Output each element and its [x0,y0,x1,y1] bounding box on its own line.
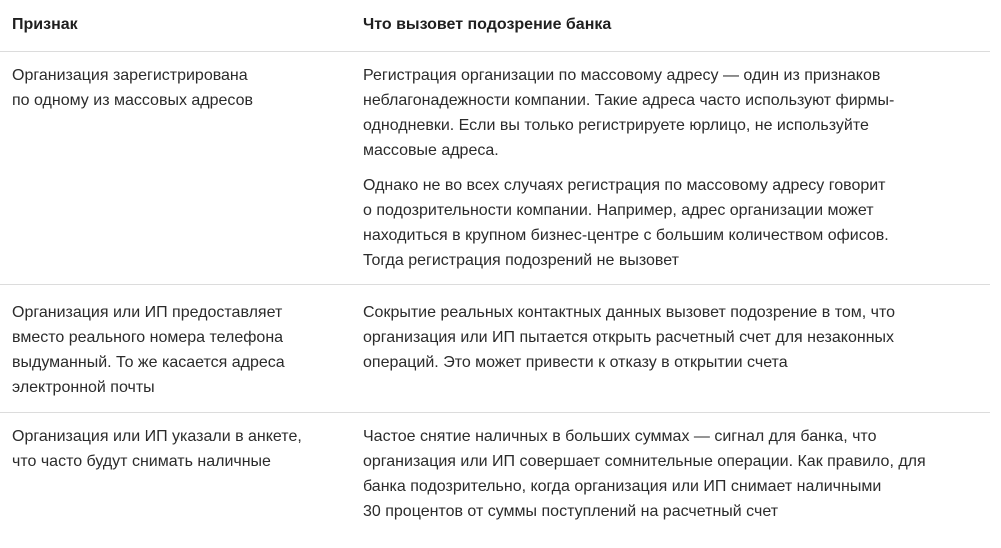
suspicion-text-line: Сокрытие реальных контактных данных вызовет подозрение в том, что [363,304,896,321]
suspicion-text-line: операций. Это может привести к отказу в открытии счета [363,354,788,371]
sign-text-line: по одному из массовых адресов [12,92,253,109]
suspicion-text-line: Частое снятие наличных в больших суммах — сигнал для банка, что [363,428,877,445]
suspicion-text-line: банка подозрительно, когда организация или ИП снимает наличными [363,478,882,495]
suspicion-text-line: Регистрация организации по массовому адресу — один из признаков [363,67,881,84]
suspicion-text-line: организация или ИП совершает сомнительные операции. Как правило, для [363,453,926,470]
header-sign: Признак [12,16,78,33]
row-sign-cell [0,424,352,548]
sign-text-line: вместо реального номера телефона [12,329,284,346]
suspicion-paragraph [363,63,980,163]
table-header [0,0,990,52]
row-suspicion-cell [352,300,990,412]
row-suspicion-cell [352,63,990,284]
suspicion-paragraph [363,300,980,375]
row-sign-cell [0,63,352,284]
table-row [0,52,990,285]
suspicion-text-line: Однако не во всех случаях регистрация по массовому адресу говорит [363,177,886,194]
sign-text-line: что часто будут снимать наличные [12,453,271,470]
table-row [0,285,990,413]
suspicion-text-line: находиться в крупном бизнес-центре с большим количеством офисов. [363,227,889,244]
suspicion-paragraph [363,173,980,273]
row-suspicion-cell [352,424,990,548]
row-sign-cell [0,300,352,412]
sign-text-line: электронной почты [12,379,155,396]
suspicion-text-line: 30 процентов от суммы поступлений на расчетный счет [363,503,779,520]
sign-text-line: Организация или ИП предоставляет [12,304,283,321]
suspicion-text-line: организация или ИП пытается открыть расчетный счет для незаконных [363,329,895,346]
sign-text-line: Организация зарегистрирована [12,67,248,84]
suspicion-text-line: массовые адреса. [363,142,499,159]
table-row [0,413,990,548]
sign-text-line: Организация или ИП указали в анкете, [12,428,302,445]
sign-text-line: выдуманный. То же касается адреса [12,354,285,371]
suspicion-paragraph [363,424,980,524]
suspicion-text-line: неблагонадежности компании. Такие адреса часто используют фирмы- [363,92,895,109]
suspicion-text-line: Тогда регистрация подозрений не вызовет [363,252,679,269]
header-suspicion: Что вызовет подозрение банка [363,16,612,33]
suspicion-text-line: однодневки. Если вы только регистрируете юрлицо, не используйте [363,117,869,134]
suspicion-text-line: о подозрительности компании. Например, адрес организации может [363,202,874,219]
